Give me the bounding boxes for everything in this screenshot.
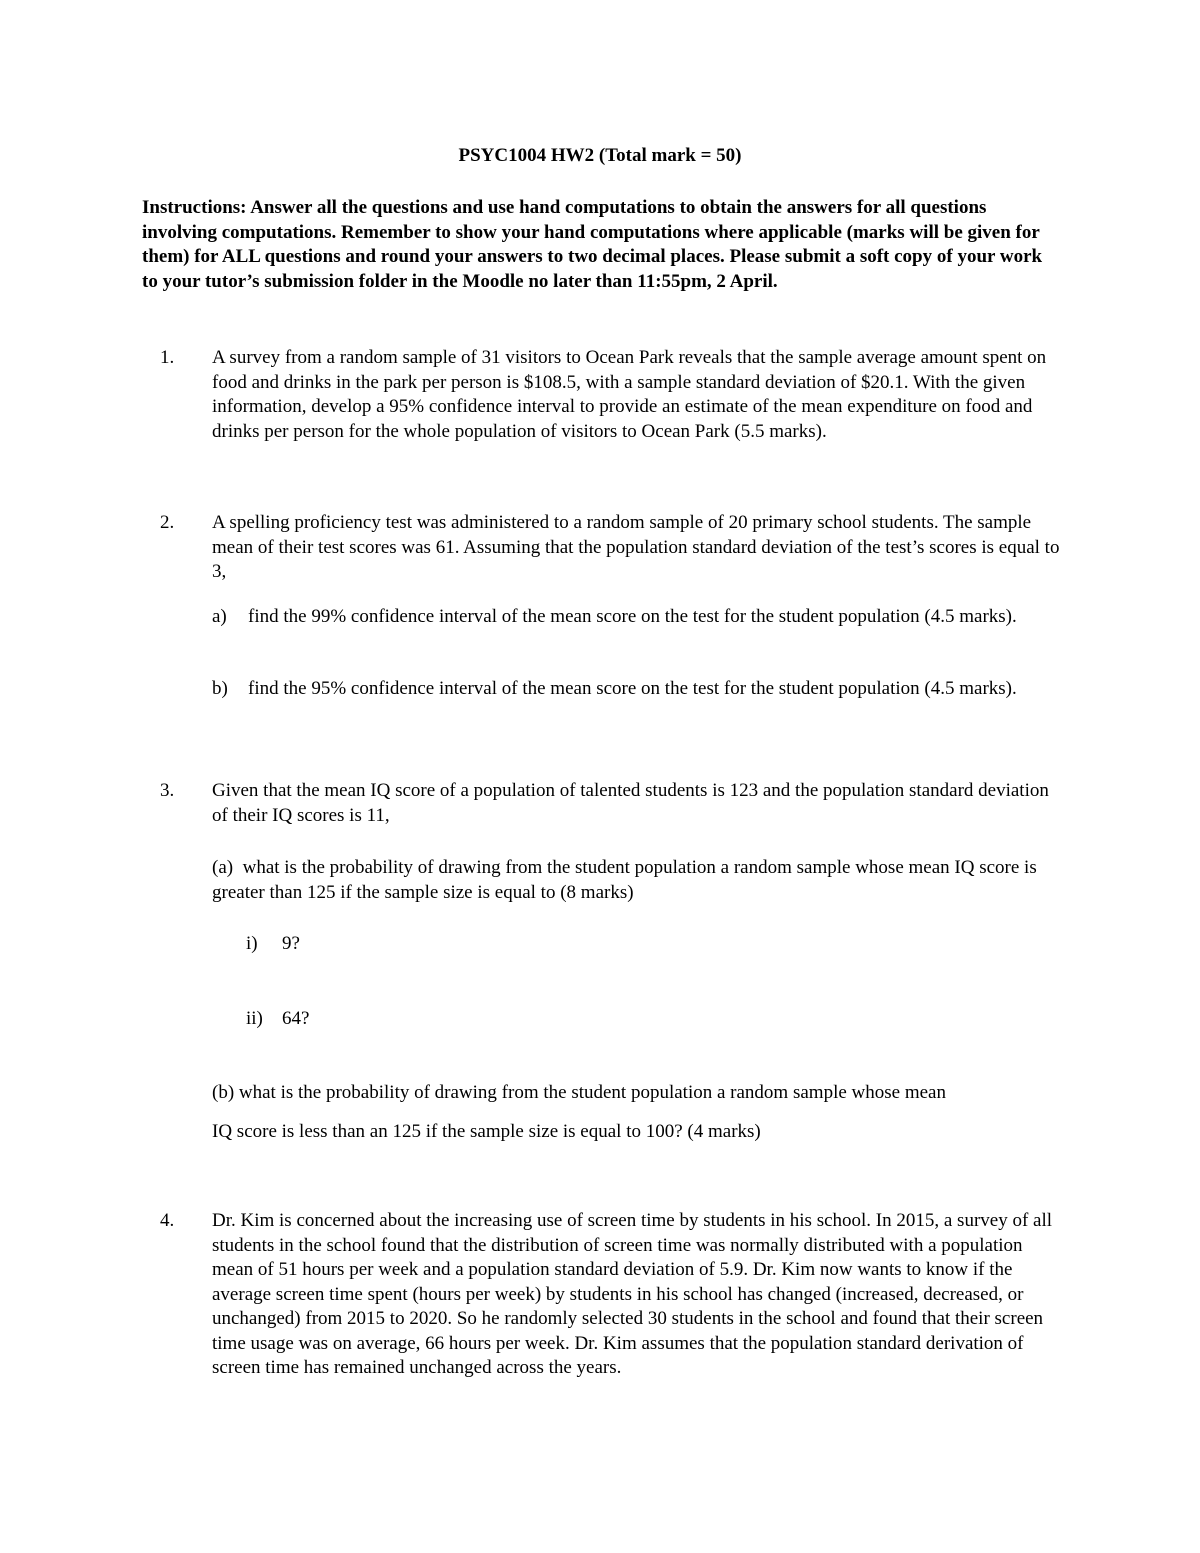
part-a-text <box>212 856 1062 905</box>
part-label: (a) <box>212 857 234 878</box>
question-number: 3. <box>160 780 175 801</box>
question-text: Dr. Kim is concerned about the increasing use of screen time by students in his school. In 2015, a survey of all students in the school found that the distribution of screen time was normally distributed with a population mean of 51 hours per week and a population standard deviation of 5.9. Dr. Kim now wants to know if the average screen time spent (hours per week) by students in his school has changed (increased, decreased, or unchanged) from 2015 to 2020. So he randomly selected 30 students in the school and found that their screen time usage was on average, 66 hours per week. Dr. Kim assumes that the population standard derivation of screen time has remained unchanged across the years. <box>212 1210 1053 1378</box>
question-number: 2. <box>160 512 175 533</box>
part-text: find the 99% confidence interval of the mean score on the test for the student population (4.5 marks). <box>248 606 1017 627</box>
part-label: b) <box>212 678 228 699</box>
question-3-part-b-line-1: (b) what is the probability of drawing from the student population a random sample whose mean <box>212 1082 946 1103</box>
item-label: i) <box>246 933 258 954</box>
item-text: 9? <box>282 933 300 954</box>
question-3-part-b-line-2: IQ score is less than an 125 if the sample size is equal to 100? (4 marks) <box>212 1121 761 1142</box>
item-label: ii) <box>246 1008 263 1029</box>
page-title: PSYC1004 HW2 (Total mark = 50) <box>458 145 742 166</box>
part-text: find the 95% confidence interval of the mean score on the test for the student population (4.5 marks). <box>248 678 1017 699</box>
question-number: 4. <box>160 1210 175 1231</box>
instructions-paragraph: Instructions: Answer all the questions and use hand computations to obtain the answers for all questions involving computations. Remember to show your hand computations where applicable (marks will be given for them) for ALL questions and round your answers to two decimal places. Please submit a soft copy of your work to your tutor’s submission folder in the Moodle no later than 11:55pm, 2 April. <box>142 197 1043 292</box>
question-text: Given that the mean IQ score of a population of talented students is 123 and the population standard deviation of their IQ scores is 11, <box>212 780 1049 826</box>
part-label: a) <box>212 606 227 627</box>
question-text: A spelling proficiency test was administered to a random sample of 20 primary school students. The sample mean of their test scores was 61. Assuming that the population standard deviation of the test’s scores is equal to 3, <box>212 512 1060 582</box>
question-number: 1. <box>160 347 175 368</box>
question-text: A survey from a random sample of 31 visitors to Ocean Park reveals that the sample average amount spent on food and drinks in the park per person is $108.5, with a sample standard deviation of $20.1. With the given information, develop a 95% confidence interval to provide an estimate of the mean expenditure on food and drinks per person for the whole population of visitors to Ocean Park (5.5 marks). <box>212 347 1047 442</box>
part-text: what is the probability of drawing from the student population a random sample whose mean IQ score is greater than 125 if the sample size is equal to (8 marks) <box>212 857 1037 903</box>
item-text: 64? <box>282 1008 310 1029</box>
